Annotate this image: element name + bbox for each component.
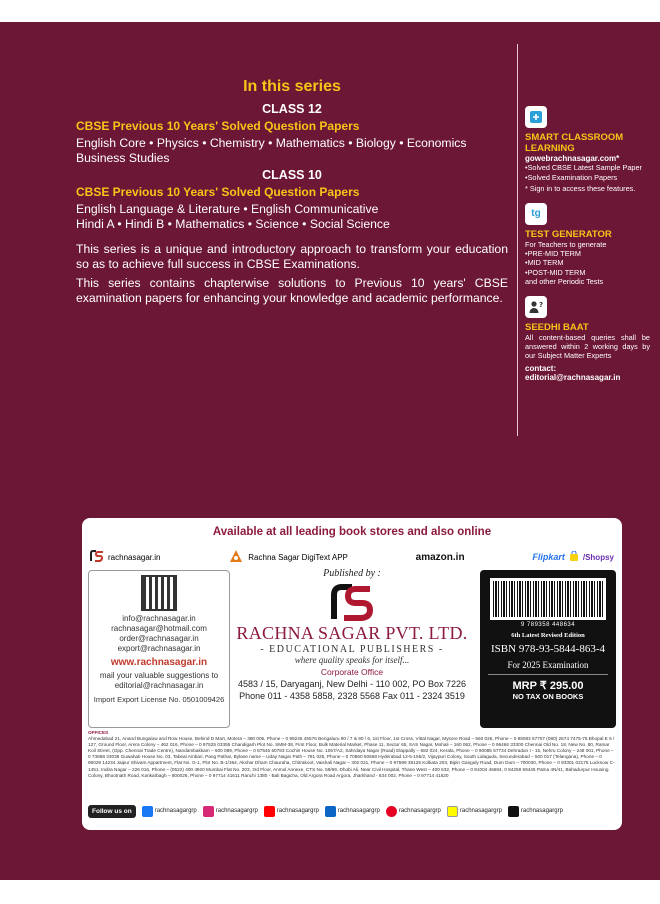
social-handle: rachnasagargrp bbox=[337, 808, 380, 814]
corporate-office-label: Corporate Office bbox=[320, 667, 384, 677]
email-hotmail[interactable]: rachnasagar@hotmail.com bbox=[111, 624, 207, 633]
digitext-app-icon bbox=[228, 549, 244, 565]
store-digitext-label: Rachna Sagar DigiText APP bbox=[248, 552, 348, 562]
store-flipkart-label: Flipkart bbox=[532, 552, 565, 562]
linkedin-icon bbox=[325, 806, 336, 817]
email-info[interactable]: info@rachnasagar.in bbox=[122, 614, 196, 623]
x-icon bbox=[508, 806, 519, 817]
test-generator-intro: For Teachers to generate bbox=[525, 239, 607, 249]
series-info bbox=[76, 78, 508, 306]
class12-book-title: CBSE Previous 10 Years' Solved Question Papers bbox=[76, 119, 360, 133]
social-instagram[interactable] bbox=[203, 806, 258, 817]
class12-subjects-line1: English Core • Physics • Chemistry • Mathematics • Biology • Economics bbox=[76, 136, 467, 150]
social-linkedin[interactable] bbox=[325, 806, 380, 817]
social-handle: rachnasagargrp bbox=[154, 808, 197, 814]
sidebar bbox=[525, 106, 650, 392]
suggestions-email[interactable]: editorial@rachnasagar.in bbox=[114, 681, 204, 690]
cover-background bbox=[0, 22, 660, 880]
test-generator-title: TEST GENERATOR bbox=[525, 228, 612, 240]
social-handle: rachnasagargrp bbox=[520, 808, 563, 814]
person-question-icon bbox=[525, 296, 547, 318]
corporate-address: 4583 / 15, Daryaganj, New Delhi - 110 002, PO Box 7226 bbox=[238, 679, 466, 689]
social-pinterest[interactable] bbox=[386, 806, 441, 817]
store-logos bbox=[90, 544, 614, 570]
social-youtube[interactable] bbox=[264, 806, 319, 817]
facebook-icon bbox=[142, 806, 153, 817]
company-name: RACHNA SAGAR PVT. LTD. bbox=[236, 623, 468, 643]
follow-us-label: Follow us on bbox=[88, 805, 136, 818]
exam-year: For 2025 Examination bbox=[507, 660, 589, 670]
test-generator-icon: tg bbox=[525, 203, 547, 225]
class12-subjects bbox=[76, 136, 508, 166]
smart-classroom-site[interactable]: gowebrachnasagar.com* bbox=[525, 154, 620, 163]
published-by-label: Published by : bbox=[323, 568, 381, 579]
test-generator-outro: and other Periodic Tests bbox=[525, 277, 604, 287]
social-snapchat[interactable] bbox=[447, 806, 502, 817]
offices-label: OFFICES bbox=[88, 730, 109, 735]
availability-heading: Available at all leading book stores and also online bbox=[212, 526, 492, 538]
test-item-post-mid: • POST-MID TERM bbox=[525, 268, 650, 277]
series-title: In this series bbox=[243, 78, 341, 95]
class10-subjects bbox=[76, 202, 508, 232]
publisher-block bbox=[230, 568, 474, 730]
smart-item-exam-papers: • Solved Examination Papers bbox=[525, 173, 650, 182]
rachna-sagar-logo bbox=[330, 583, 374, 621]
contact-box bbox=[88, 570, 230, 728]
class10-heading: CLASS 10 bbox=[262, 168, 322, 182]
website-link[interactable]: www.rachnasagar.in bbox=[110, 657, 208, 668]
smart-classroom-icon bbox=[525, 106, 547, 128]
offices-text: Ahmedabad 21, Anand Bungalow and Row House, Behind D Mart, Motera – 380 005, Phone – 0 99245 45576 Bengaluru 90 / 7 & 90 / 6, 1st Floor, 1st Cross, Vittal Nagar, Mysore Road – 560 026, Phone – 0 98083 57707 (080) 2674 7475-76 Bhopal E 6 / 127, Ground Floor, Arera Colony – 462 016, Phone – 0 97525 03355 Chandigarh Plot No. SMM-38, First Floor, Bulk Material Market, Phase 11, Sector 65, SAS Nagar, Mohali – 160 062, Phone – 0 96466 33300 Chennai Old No. 18, New No. 80, Ramar Koil Street, (Opp. Chennai Trade Centre), Nandambakkam – 600 089, Phone – 0 87545 60783 Cochin House No. 1067/A2, Sahrdaya Nagar (Road) Elappally – 682 024, Kerala, Phone – 0 90085 57734 Dehradun I - 15, Nehru Colony – 248 001, Phone – 0 73868 33038 Guwahati House No. 03, Tabeal Ambari, Pang Pathar, Bylane name – Uday Nagar Path – 781 025, Phone – 0 70860 50668 Hyderabad 12-5-155/2, Vijaypuri Colony, South Lalaguda, Secunderabad – 500 017 (Telangana), Phone – 0 96029 14234 Jaipur Shivam Appartment, Flat No. G-1, Plot No. B-1/364, Akshar Dham Chauraha, Chitrakoot, Vaishali Nagar – 302 021, Phone – 0 97599 38125 Kolkata 203, Bipin Ganguly Road, Dum Dum – 700030, Phone – 0 93301 02176 Lucknow C-1451, Indira Nagar – 226 016, Phone – (0522) 400 4920 Mumbai Flat No. 203, 3rd Floor, Anmol Annexe, CTS No. 59/69, Dhobi Ali, Near Civil Hospital, Thane West – 400 632, Phone – 0 81004 46684, 0 84258 69445 Patna 4N/41, Bahadurpur Housing Colony, Bhootnath Road, Kankarbagh – 800026, Phone – 0 97714 41611 Ranchi 1380 - Bali Bagicha, Old Argora Road Argora, Jharkhand - 834 002, Phone – 0 97714 41620 bbox=[88, 736, 615, 778]
company-subtitle: - EDUCATIONAL PUBLISHERS - bbox=[260, 644, 444, 655]
flipkart-bag-icon bbox=[569, 551, 579, 564]
svg-text:?: ? bbox=[539, 300, 544, 309]
store-digitext[interactable] bbox=[228, 549, 348, 565]
pinterest-icon bbox=[386, 806, 397, 817]
email-export[interactable]: export@rachnasagar.in bbox=[117, 644, 201, 653]
company-tagline: where quality speaks for itself... bbox=[294, 655, 410, 665]
social-handle: rachnasagargrp bbox=[276, 808, 319, 814]
offices-list bbox=[88, 730, 616, 779]
store-amazon-label: amazon.in bbox=[415, 551, 465, 563]
social-facebook[interactable] bbox=[142, 806, 197, 817]
edition-label: 6th Latest Revised Edition bbox=[511, 632, 585, 639]
tax-note: NO TAX ON BOOKS bbox=[512, 692, 584, 701]
instagram-icon bbox=[203, 806, 214, 817]
social-bar bbox=[88, 802, 616, 820]
store-flipkart[interactable] bbox=[532, 551, 614, 564]
test-generator-block bbox=[525, 203, 650, 287]
class12-subjects-line2: Business Studies bbox=[76, 151, 170, 165]
class10-subjects-line1: English Language & Literature • English Communicative bbox=[76, 202, 379, 216]
series-description-1: This series is a unique and introductory approach to transform your education so as to achieve full success in CBSE Examinations. bbox=[76, 242, 508, 271]
smart-classroom-title: SMART CLASSROOM LEARNING bbox=[525, 132, 624, 154]
store-shopsy-label: /Shopsy bbox=[582, 552, 614, 562]
class10-book-title: CBSE Previous 10 Years' Solved Question Papers bbox=[76, 185, 360, 199]
snapchat-icon bbox=[447, 806, 458, 817]
publisher-card bbox=[82, 518, 622, 830]
smart-classroom-block bbox=[525, 106, 650, 194]
smart-item-sample-paper: • Solved CBSE Latest Sample Paper bbox=[525, 163, 650, 172]
class12-heading: CLASS 12 bbox=[262, 102, 322, 116]
license-number: Import Export License No. 0501009426 bbox=[93, 695, 225, 704]
store-amazon[interactable] bbox=[416, 552, 465, 563]
social-handle: rachnasagargrp bbox=[398, 808, 441, 814]
sidebar-divider bbox=[517, 44, 518, 436]
class10-subjects-line2: Hindi A • Hindi B • Mathematics • Science • Social Science bbox=[76, 217, 390, 231]
barcode-number: 9 789358 448634 bbox=[520, 622, 576, 628]
seedhi-baat-text: All content-based queries shall be answered within 2 working days by our Subject Matter Experts bbox=[525, 332, 650, 361]
test-item-pre-mid: • PRE-MID TERM bbox=[525, 249, 650, 258]
store-rachnasagar-label: rachnasagar.in bbox=[108, 552, 161, 562]
social-handle: rachnasagargrp bbox=[215, 808, 258, 814]
isbn-divider bbox=[488, 674, 608, 675]
corporate-phones: Phone 011 - 4358 5858, 2328 5568 Fax 011 - 2324 3519 bbox=[239, 691, 465, 701]
store-rachnasagar[interactable] bbox=[90, 550, 160, 564]
qr-code-icon[interactable] bbox=[141, 575, 177, 611]
social-x[interactable] bbox=[508, 806, 563, 817]
email-order[interactable]: order@rachnasagar.in bbox=[119, 634, 199, 643]
isbn-number: ISBN 978-93-5844-863-4 bbox=[491, 643, 605, 655]
contact-email[interactable]: editorial@rachnasagar.in bbox=[525, 373, 621, 383]
contact-label: contact: bbox=[525, 363, 557, 373]
youtube-icon bbox=[264, 806, 275, 817]
suggestions-line1: mail your valuable suggestions to bbox=[99, 671, 219, 680]
isbn-box bbox=[480, 570, 616, 728]
test-item-mid: • MID TERM bbox=[525, 258, 650, 267]
social-handle: rachnasagargrp bbox=[459, 808, 502, 814]
smart-note: * Sign in to access these features. bbox=[525, 184, 636, 194]
series-description-2: This series contains chapterwise solutions to Previous 10 years' CBSE examination papers for enhancing your knowledge and academic performance. bbox=[76, 276, 508, 305]
mrp-price: MRP ₹ 295.00 bbox=[512, 680, 584, 692]
seedhi-baat-block bbox=[525, 296, 650, 383]
rs-logo-icon bbox=[90, 550, 104, 564]
seedhi-baat-title: SEEDHI BAAT bbox=[525, 321, 589, 333]
barcode-icon bbox=[490, 578, 606, 620]
